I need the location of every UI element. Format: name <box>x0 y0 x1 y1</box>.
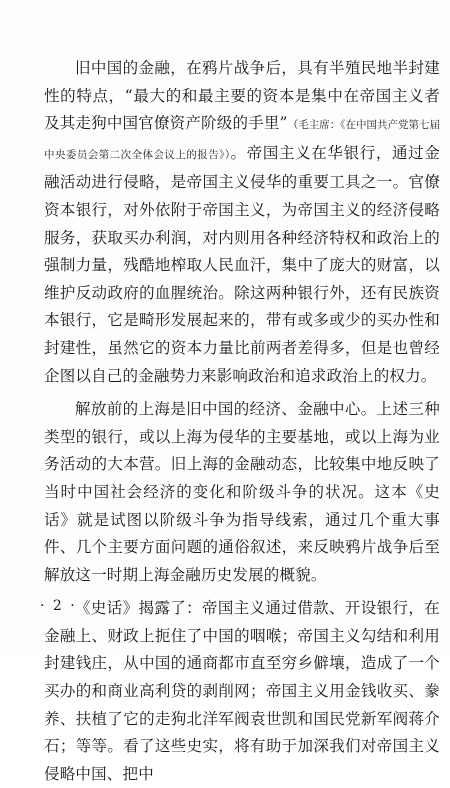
body-text <box>44 55 440 788</box>
citation-note: （毛主席：《在中国共产党第七届中央委员会第二次全体会议上的报告》） <box>44 119 440 161</box>
page-number: · 2 · <box>40 598 77 614</box>
paragraph-3: 《史话》揭露了：帝国主义通过借款、开设银行，在金融上、财政上扼住了中国的咽喉；帝国主义勾结和利用封建钱庄，从中国的通商都市直至穷乡僻壤，造成了一个买办的和商业高利贷的剥削网；帝国主义用金钱收买、豢养、扶植了它的走狗北洋军阀袁世凯和国民党新军阀蒋介石；等等。看了这些史实，将有助于加深我们对帝国主义侵略中国、把中 <box>44 599 440 783</box>
paragraph-1-text-a: 旧中国的金融，在鸦片战争后，具有半殖民地半封建性的特点，“最大的和最主要的资本是集中在帝国主义者及其走狗中国官僚资产阶级的手里” <box>44 59 440 133</box>
paragraph-1-text-b: 。帝国主义在华银行，通过金融活动进行侵略，是帝国主义侵华的重要工具之一。官僚资本银行，对外依附于帝国主义，为帝国主义的经济侵略服务，获取买办利润，对内则用各种经济特权和政治上的强制力量，残酷地榨取人民血汗，集中了庞大的财富，以维护反动政府的血腥统治。除这两种银行外，还有民族资本银行，它是畸形发展起来的，带有或多或少的买办性和封建性，虽然它的资本力量比前两者差得多，但是也曾经企图以自己的金融势力来影响政治和追求政治上的权力。 <box>44 143 441 385</box>
paragraph-1 <box>44 55 440 390</box>
paragraph-2: 解放前的上海是旧中国的经济、金融中心。上述三种类型的银行，或以上海为侵华的主要基地，或以上海为业务活动的大本营。旧上海的金融动态，比较集中地反映了当时中国社会经济的变化和阶级斗争的状况。这本《史话》就是试图以阶级斗争为指导线索，通过几个重大事件、几个主要方面问题的通俗叙述，来反映鸦片战争后至解放这一时期上海金融历史发展的概貌。 <box>44 400 440 584</box>
